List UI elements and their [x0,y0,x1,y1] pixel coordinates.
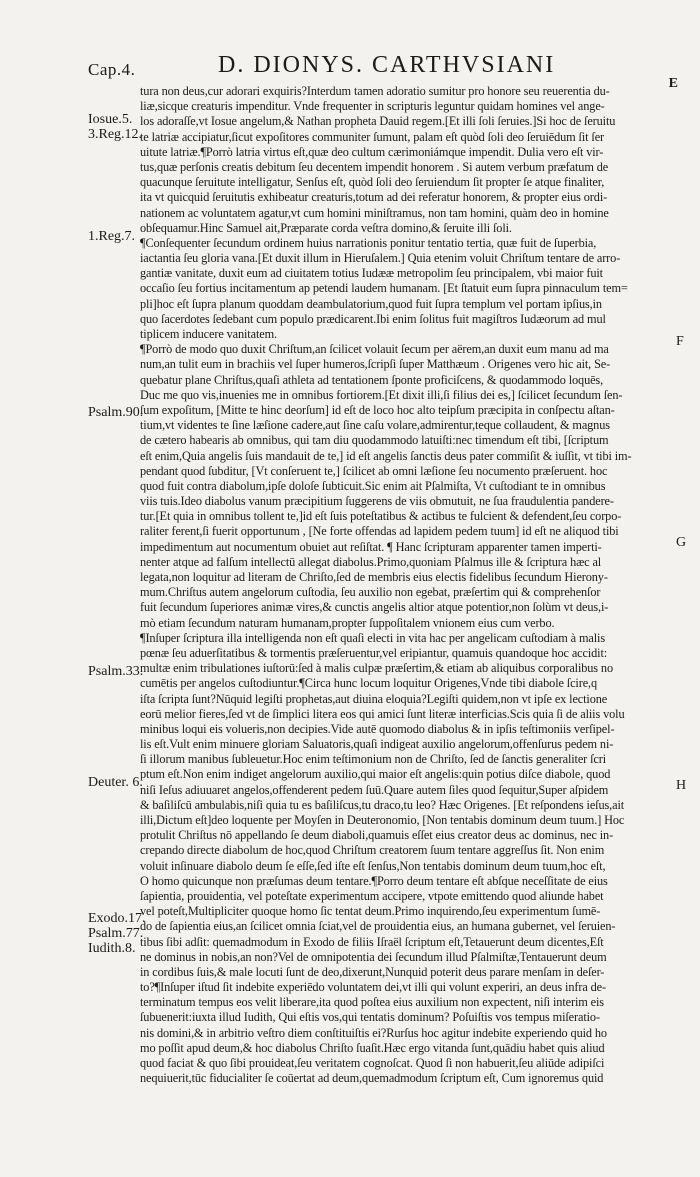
text-line: Duc me quo vis,inuenies me in omnibus fortiorem.[Et dixit illi,ſi filius dei es,] ſcilicet ſecundum ſen- [140,387,623,402]
text-line: mò etiam ſecundum naturam humanam,propter ſuppoſitalem vnionem eius cum verbo. [140,615,555,630]
text-line: tura non deus,cur adorari exquiris?Interdum tamen adoratio sumitur pro honore seu reuerentia du- [140,84,610,98]
marginal-reference: Psalm.77. [88,926,144,941]
marginal-reference: 3.Reg.12. [88,127,143,142]
text-line: mum.Chriſtus autem angelorum cuſtodia, ſeu auxilio non egebat, præſertim qui & comprehenſor [140,585,601,600]
text-line: in cordibus ſuis,& male locuti ſunt de deo,dixerunt,Nunquid poterit deus parare menſam in deſer- [140,964,605,979]
text-line: ſapientia, prouidentia, vel poteſtate experimentum accipere, vtpote emittendo quod aliunde habet [140,888,604,903]
text-line: pœnæ ſeu aduerſitatibus & tormentis præſeruentur,vel eripiantur, quamuis quandoque hoc accidit: [140,645,608,660]
text-line: quo ſacerdotes ſedebant cum populo prædicarent.Ibi enim ſolitus fuit magiſtros Iudæorum ad mul [140,311,606,326]
text-line: ptum eſt.Non enim indiget angelorum auxilio,qui maior eſt angelis:quin potius diſce diabole, quod [140,767,611,782]
text-line: tus,quæ perſonis creatis debitum ſeu decentem impendit honorem . Si autem verbum præfatum de [140,159,609,174]
text-line: eſt enim,Quia angelis ſuis mandauit de te,] id eſt angelis ſanctis deus pater commiſit & iuſſit, vt tibi im- [140,448,632,463]
text-line: ſum expoſitum, [Mitte te hinc deorſum] id eſt de loco hoc alto teipſum præcipita in conſpectu aſtan- [140,402,615,417]
text-line: & baſiliſcū ambulabis,niſi quia tu es baſiliſcus,tu draco,tu leo? Hæc Origenes. [Et reſpondens ieſus,ait [140,797,625,812]
text-line: tur.[Et quia in omnibus tollent te,]id eſt ſuis poteſtatibus & actibus te fulcient & defendent,ſeu corpo- [140,509,622,524]
text-line: protulit Chriſtus nō appellando ſe deum diaboli,quamuis eſſet eius creator deus ac dominus, nec in- [140,828,614,843]
text-line: pli]hoc eſt ſupra planum quoddam deambulatorium,quod fuit ſupra templum vel portam ipſius,in [140,296,602,311]
text-line: multæ enim tribulationes iuſtorū:ſed à malis culpæ præſertim,& etiam ab aliquibus corporalibus no [140,661,613,676]
text-line: nenter atque ad falſum intellectū allegat diabolus.Primo,quoniam Pſalmus ille & ſcriptura hæc al [140,554,602,569]
chapter-label: Cap.4. [88,60,136,79]
text-line: O homo quicunque non præſumas deum tentare.¶Porro deum tentare eſt abſque neceſſitate de eius [140,873,608,888]
section-letter-h: H [676,778,687,793]
text-line: quod faciat & quo ſibi prouideat,ſeu veritatem cognoſcat. Quod ſi non habuerit,ſeu aliūde adipiſci [140,1056,605,1070]
text-line: liæ,sicque creaturis impenditur. Vnde frequenter in scripturis leguntur quidam homines vel ange- [140,99,605,114]
text-line: terminatum tempus eos velit liberare,ita quod poſtea eius auxilium non expectent, niſi interim eis [140,995,604,1010]
section-letter-e: E [668,76,678,91]
text-line: mo poſſit apud deum,& hoc diabolus Chriſto ſuaſit.Hæc ergo vitanda ſunt,quādiu habet quis aliud [140,1040,605,1055]
text-line: minibus loqui eis volueris,non decipies.Vide autē quomodo diabolus & in ipſis teſtimoniis verſipel- [140,721,615,736]
text-line: tibus ſibi adſit: quemadmodum in Exodo de filiis Iſraël ſcriptum eſt,Tetauerunt deum dicentes,Eſt [140,934,604,949]
text-line: iactantia ſeu gloria vana.[Et duxit illum in Hieruſalem.] Quia etenim voluit Chriſtum tentare de arro- [140,251,621,266]
text-line: ſi illorum manibus ſubleuetur.Hoc enim teſtimonium non de Chriſto, ſed de ſanctis generaliter ſcri [140,752,607,767]
text-line: quebatur plane Chriſtus,quaſi athleta ad tentationem ſponte proficiſcens, & quodammodo loquēs, [140,372,604,387]
text-line: ne dominus in nobis,an non?Vel de omnipotentia dei ſecundum illud Pſalmiſtæ,Tentauerunt deum [140,949,607,964]
text-line: illi,Dictum eſt]deo loquente per Moyſen in Deuteronomio, [Non tentabis dominum deum tuum.] Hoc [140,813,625,827]
text-line: te latriæ accipiatur,ſicut expoſitores communiter ſumunt, palam eſt quòd ſoli deo ſeruiēdum ſit ſer [140,129,605,144]
text-line: legata,non loquitur ad literam de Chriſto,ſed de membris eius electis fidelibus ſecundum Hierony- [140,570,608,584]
text-line: vel poteſt,Multipliciter quoque homo ſic tentat deum.Primo inquirendo,ſeu experimentum ſumē- [140,904,601,919]
text-line: to?¶Inſuper iſtud ſit indebite experiēdo voluntatem dei,vt illi qui volunt experiri, an deus infra de- [140,980,606,995]
marginal-reference: Psalm.33. [88,664,144,679]
text-line: quod fuit contra diabolum,ipſe doloſe ſubticuit.Sic enim ait Pſalmiſta, Vt cuſtodiant te in omnibus [140,478,606,493]
text-line: nequiuerit,tūc fiducialiter ſe coūertat ad deum,quemadmodum ſcriptum eſt, Cum ignoremus quid [140,1071,604,1086]
text-line: crepando directe diabolum de hoc,quod Chriſtum creatorem ſuum tentare aggreſſus ſit. Non enim [140,843,605,858]
text-line: raliter ferent,ſi fuerit opportunum , [Ne forte offendas ad lapidem pedem tuum] id eſt ne aliquod tibi [140,524,619,539]
text-line: lis eſt.Vult enim minuere gloriam Saluatoris,quaſi indigeat auxilio angelorum,offenſurus pedem ni- [140,737,614,752]
text-line: nationem ac voluntatem agatur,vt cum homini miniſtramus, non tam homini, quàm deo in homine [140,205,609,220]
running-title: D. DIONYS. CARTHVSIANI [218,52,556,78]
text-line [140,1102,665,1117]
section-letter-f: F [676,334,684,349]
text-line: niſi Ieſus adiuuaret angelos,offenderent pedem ſuū.Quare autem ſiles quod ſequitur,Super aſpidem [140,782,609,797]
text-line: fuit ſecundum ſuperiores animæ vires,& cunctis angelis altior atque potentior,non ſolùm vt deus,i- [140,600,609,615]
text-line: ſubuenerit:iuxta illud Iudith, Qui eſtis vos,qui tentatis dominum? Poſuiſtis vos tempus miſeratio- [140,1010,600,1025]
marginal-reference: 1.Reg.7. [88,229,136,244]
marginal-reference: Iosue.5. [88,112,133,127]
text-line: iſta ſcripta ſunt?Nūquid legiſti prophetas,aut diuina eloquia?Legiſti quidem,non vt ipſe ex lectione [140,691,608,706]
section-letter-g: G [676,535,687,550]
text-line: ita vt quicquid ſeruitutis exhibeatur creaturis,totum ad dei referatur honorem, & propter eius ordi- [140,190,608,205]
marginal-reference: Exodo.17. [88,911,146,926]
text-line: obſequamur.Hinc Samuel ait,Præparate corda veſtra domino,& ſeruite illi ſoli. [140,220,512,235]
text-line: occaſio ſeu fortius incitamentum ap petendi laudem humanam. [Et ſtatuit eum ſupra pinnaculum tem= [140,281,628,296]
text-line: gantiæ vanitate, duxit eum ad ciuitatem totius Iudææ metropolim ſeu principalem, vbi maior fuit [140,266,603,281]
text-line: ¶Porrò de modo quo duxit Chriſtum,an ſcilicet volauit ſecum per aërem,an duxit eum manu ad ma [140,342,609,357]
body-text [140,84,665,1117]
text-line: voluit inſinuare diabolo deum ſe eſſe,ſed iſte eſt ſenſus,Non tentabis dominum deum tuum,hoc eſt, [140,858,606,873]
text-line: tiplicem inducere vanitatem. [140,327,277,341]
text-line: ¶Conſequenter ſecundum ordinem huius narrationis ponitur tentatio tertia, quæ fuit de ſuperbia, [140,235,597,250]
text-line: ¶Inſuper ſcriptura illa intelligenda non eſt quaſi electi in vita hac per angelicam cuſtodiam à malis [140,630,606,645]
marginal-reference: Iudith.8. [88,941,136,956]
text-line: do de ſapientia eius,an ſcilicet omnia ſciat,vel de prouidentia eius, an humana gubernet, vel ſeruien- [140,919,616,934]
text-line: num,an tulit eum in brachiis vel ſuper humeros,ſcripſi ſuper Matthæum . Origenes vero hic ait, Se- [140,357,611,372]
text-line: viis tuis.Ideo diabolus vanum præcipitium ſuggerens de viis obmutuit, ne ſua fraudulentia pandere- [140,494,614,509]
text-line: uitute latriæ.¶Porrò latria virtus eſt,quæ deo cultum cærimoniámque impendit. Dulia vero eſt vir- [140,144,604,159]
text-line: tium,vt videntes te ſine læſione cadere,aut ſine caſu volare,admirentur,teque collaudent, & magnus [140,418,610,433]
text-line [140,1086,665,1101]
text-line: de cætero habearis ab omnibus, qui tam diu quodammodo latuiſti:nec timendum eſt tibi, [ſcriptum [140,433,609,448]
marginal-reference: Psalm.90. [88,405,144,420]
marginal-reference: Deuter. 6. [88,775,143,790]
text-line: pendant quod ſubditur, [Vt conſeruent te,] ſcilicet ab omni læſione ſeu nocumento præſeruent. hoc [140,463,608,478]
text-line: eorū melior fieres,ſed vt de ſimplici litera eos qui amici ſunt literæ interficias.Scis quia ſi de aliis volu [140,706,625,721]
text-line: nis domini,& in arbitrio veſtro diem conſtituiſtis ei?Rurſus hoc agitur indebite experiendo quid ho [140,1025,607,1040]
text-line: cumētis per angelos cuſtodiuntur.¶Circa hunc locum loquitur Origenes,Vnde tibi diabole ſcire,q [140,676,598,691]
text-line: los adoraſſe,vt Iosue angelum,& Nathan propheta Dauid regem.[Et illi ſoli ſeruies.]Si hoc de ſeruitu [140,114,616,129]
text-line: quacunque ſeruitute intelligatur, Senſus eſt, quòd ſoli deo ſeruiendum ſit propter ſe atque finaliter, [140,175,605,190]
text-line: impedimentum aut nocumentum obuiet aut reſiſtat. ¶ Hanc ſcripturam apparenter tamen imperti- [140,539,602,554]
